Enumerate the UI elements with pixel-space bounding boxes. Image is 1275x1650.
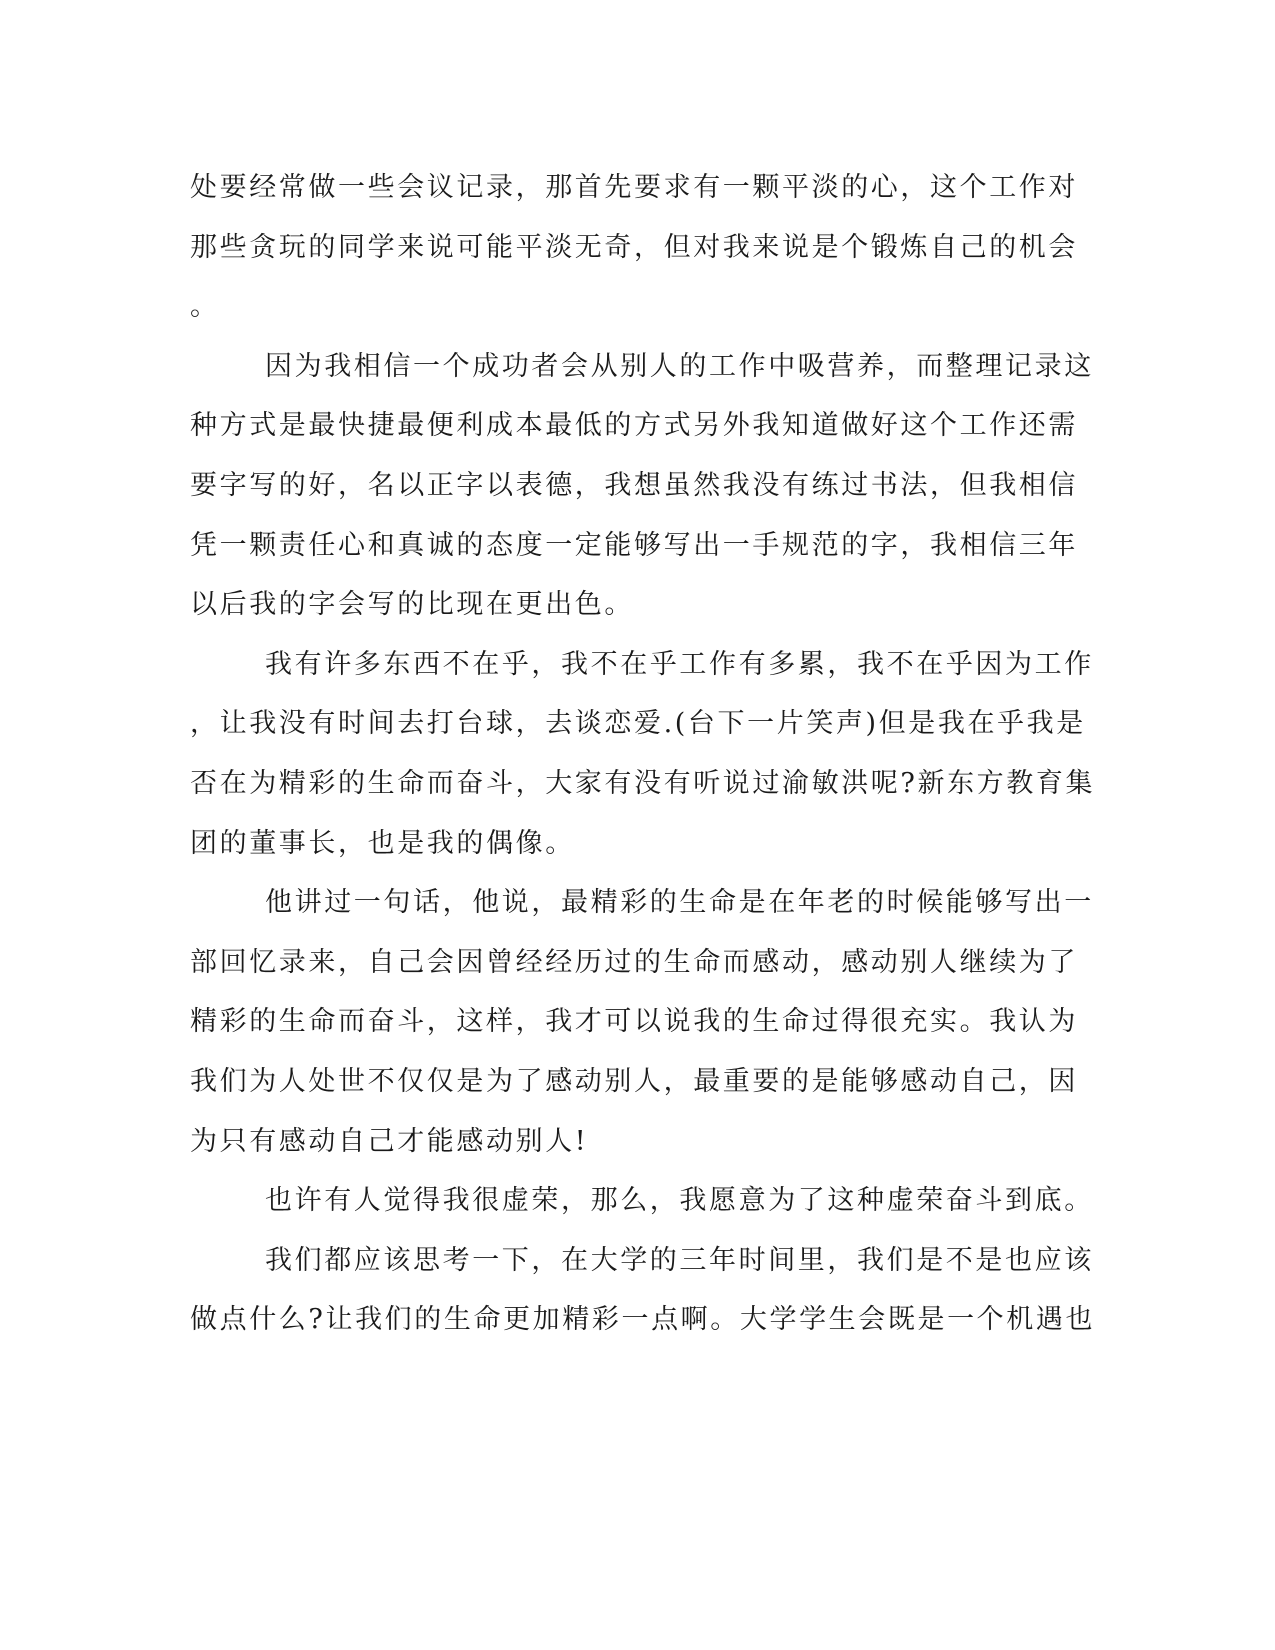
document-body xyxy=(190,158,1095,1350)
paragraph-first-line: 他讲过一句话，他说，最精彩的生命是在年老的时候能够写出一 xyxy=(265,887,1094,919)
text-line: 凭一颗责任心和真诚的态度一定能够写出一手规范的字，我相信三年 xyxy=(190,529,1078,561)
text-line: 精彩的生命而奋斗，这样，我才可以说我的生命过得很充实。我认为 xyxy=(190,1006,1078,1038)
paragraph-first-line: 我们都应该思考一下，在大学的三年时间里，我们是不是也应该 xyxy=(265,1244,1094,1276)
text-line: 否在为精彩的生命而奋斗，大家有没有听说过渝敏洪呢?新东方教育集 xyxy=(190,767,1096,799)
text-line: 那些贪玩的同学来说可能平淡无奇，但对我来说是个锻炼自己的机会 xyxy=(190,231,1078,263)
text-line: 团的董事长，也是我的偶像。 xyxy=(190,827,575,859)
text-line: 为只有感动自己才能感动别人! xyxy=(190,1125,589,1157)
text-line: 要字写的好，名以正字以表德，我想虽然我没有练过书法，但我相信 xyxy=(190,469,1078,501)
text-line: 处要经常做一些会议记录，那首先要求有一颗平淡的心，这个工作对 xyxy=(190,172,1078,203)
text-line: 种方式是最快捷最便利成本最低的方式另外我知道做好这个工作还需 xyxy=(190,410,1078,442)
text-line: 。 xyxy=(190,291,220,323)
text-line: 做点什么?让我们的生命更加精彩一点啊。大学学生会既是一个机遇也 xyxy=(190,1304,1096,1336)
text-line: 以后我的字会写的比现在更出色。 xyxy=(190,589,634,621)
paragraph-first-line: 因为我相信一个成功者会从别人的工作中吸营养，而整理记录这 xyxy=(265,350,1094,382)
text-line: 我们为人处世不仅仅是为了感动别人，最重要的是能够感动自己，因 xyxy=(190,1065,1078,1097)
text-line: 部回忆录来，自己会因曾经经历过的生命而感动，感动别人继续为了 xyxy=(190,946,1078,978)
text-line: ，让我没有时间去打台球，去谈恋爱.(台下一片笑声)但是我在乎我是 xyxy=(190,708,1086,740)
paragraph-first-line: 也许有人觉得我很虚荣，那么，我愿意为了这种虚荣奋斗到底。 xyxy=(265,1185,1094,1217)
paragraph-first-line: 我有许多东西不在乎，我不在乎工作有多累，我不在乎因为工作 xyxy=(265,648,1094,680)
